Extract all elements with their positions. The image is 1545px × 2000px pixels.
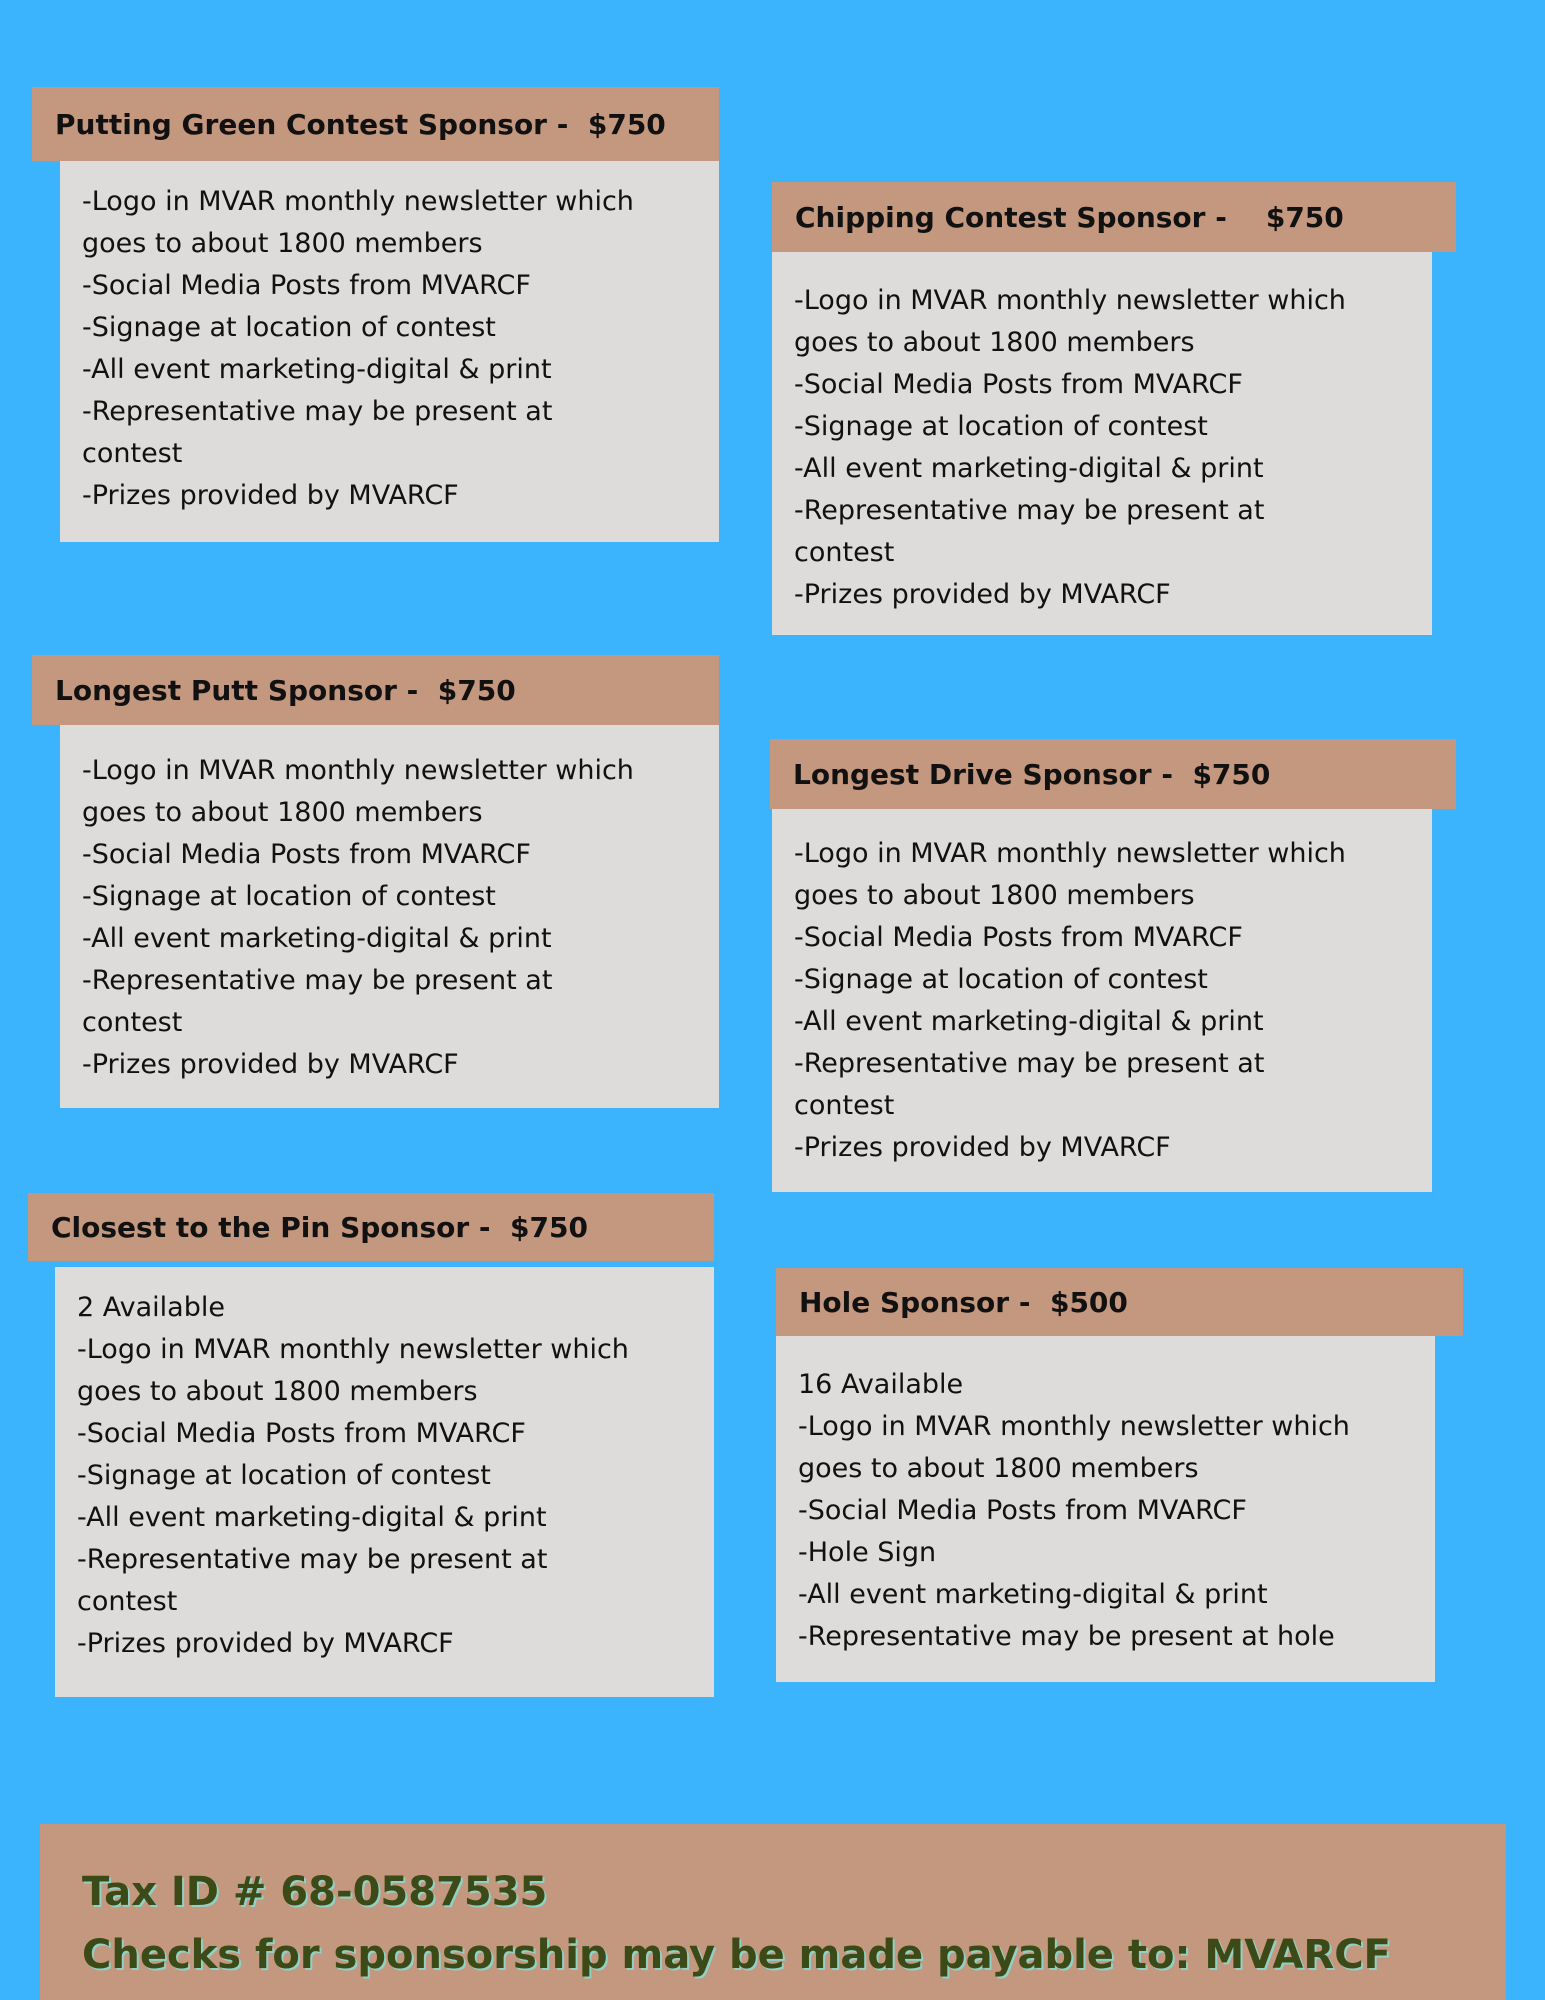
benefit-line: -Social Media Posts from MVARCF (794, 369, 1243, 400)
benefit-line: -Logo in MVAR monthly newsletter which (794, 838, 1346, 869)
benefit-line: -Signage at location of contest (77, 1460, 491, 1491)
benefit-line: -Hole Sign (798, 1537, 937, 1568)
closest-to-pin-sponsor-benefits (55, 1267, 714, 1697)
benefit-line: -Social Media Posts from MVARCF (82, 270, 531, 301)
putting-green-sponsor-header (32, 87, 719, 161)
hole-sponsor-benefits (776, 1336, 1435, 1682)
longest-putt-sponsor-benefits (60, 725, 719, 1108)
benefit-line: -Social Media Posts from MVARCF (798, 1495, 1247, 1526)
longest-drive-sponsor-header (770, 739, 1456, 809)
benefit-line: -Logo in MVAR monthly newsletter which (794, 285, 1346, 316)
benefit-line: -Representative may be present at (77, 1544, 548, 1575)
tax-id-text: Tax ID # 68-0587535 (82, 1869, 548, 1915)
benefit-line: -Representative may be present at (82, 965, 553, 996)
benefit-line: contest (794, 537, 895, 568)
chipping-sponsor-header (772, 182, 1456, 252)
chipping-sponsor-benefits (772, 252, 1432, 635)
longest-drive-sponsor-title: Longest Drive Sponsor - $750 (793, 757, 1271, 791)
benefit-line: -All event marketing-digital & print (82, 923, 552, 954)
benefit-line: -Prizes provided by MVARCF (794, 1132, 1171, 1163)
closest-to-pin-sponsor-title: Closest to the Pin Sponsor - $750 (51, 1210, 588, 1244)
benefit-line: goes to about 1800 members (798, 1453, 1199, 1484)
benefit-line: -Representative may be present at hole (798, 1621, 1335, 1652)
putting-green-sponsor-title: Putting Green Contest Sponsor - $750 (55, 107, 666, 141)
benefit-line: -Prizes provided by MVARCF (82, 480, 459, 511)
chipping-sponsor-title: Chipping Contest Sponsor - $750 (795, 200, 1344, 234)
benefit-line: -Signage at location of contest (82, 312, 496, 343)
availability-text: 2 Available (77, 1292, 225, 1323)
benefit-line: -All event marketing-digital & print (798, 1579, 1268, 1610)
benefit-line: -Representative may be present at (82, 396, 553, 427)
benefit-line: -Prizes provided by MVARCF (82, 1049, 459, 1080)
benefit-line: -Signage at location of contest (794, 964, 1208, 995)
longest-drive-sponsor-benefits (772, 809, 1432, 1192)
benefit-line: -Social Media Posts from MVARCF (82, 839, 531, 870)
benefit-line: -Logo in MVAR monthly newsletter which (77, 1334, 629, 1365)
benefit-line: -Logo in MVAR monthly newsletter which (82, 186, 634, 217)
benefit-line: -All event marketing-digital & print (794, 453, 1264, 484)
benefit-line: goes to about 1800 members (82, 228, 483, 259)
benefit-line: contest (82, 438, 183, 469)
benefit-line: contest (794, 1090, 895, 1121)
availability-text: 16 Available (798, 1369, 964, 1400)
longest-putt-sponsor-header (32, 655, 719, 725)
benefit-line: -All event marketing-digital & print (794, 1006, 1264, 1037)
benefit-line: -All event marketing-digital & print (82, 354, 552, 385)
benefit-line: -Social Media Posts from MVARCF (794, 922, 1243, 953)
benefit-line: -Representative may be present at (794, 495, 1265, 526)
benefit-line: contest (82, 1007, 183, 1038)
benefit-line: -Signage at location of contest (82, 881, 496, 912)
benefit-line: -Representative may be present at (794, 1048, 1265, 1079)
benefit-line: goes to about 1800 members (794, 880, 1195, 911)
benefit-line: contest (77, 1586, 178, 1617)
benefit-line: -Prizes provided by MVARCF (794, 579, 1171, 610)
closest-to-pin-sponsor-header (28, 1193, 714, 1261)
benefit-line: -Logo in MVAR monthly newsletter which (798, 1411, 1350, 1442)
payment-info-footer (40, 1824, 1506, 2000)
benefit-line: -Logo in MVAR monthly newsletter which (82, 755, 634, 786)
benefit-line: goes to about 1800 members (794, 327, 1195, 358)
hole-sponsor-title: Hole Sponsor - $500 (799, 1285, 1128, 1319)
benefit-line: goes to about 1800 members (82, 797, 483, 828)
benefit-line: goes to about 1800 members (77, 1376, 478, 1407)
benefit-line: -Social Media Posts from MVARCF (77, 1418, 526, 1449)
hole-sponsor-header (776, 1268, 1463, 1336)
putting-green-sponsor-benefits (60, 161, 719, 542)
longest-putt-sponsor-title: Longest Putt Sponsor - $750 (55, 673, 516, 707)
benefit-line: -All event marketing-digital & print (77, 1502, 547, 1533)
payable-to-text: Checks for sponsorship may be made payable to: MVARCF (82, 1932, 1391, 1978)
benefit-line: -Prizes provided by MVARCF (77, 1628, 454, 1659)
benefit-line: -Signage at location of contest (794, 411, 1208, 442)
